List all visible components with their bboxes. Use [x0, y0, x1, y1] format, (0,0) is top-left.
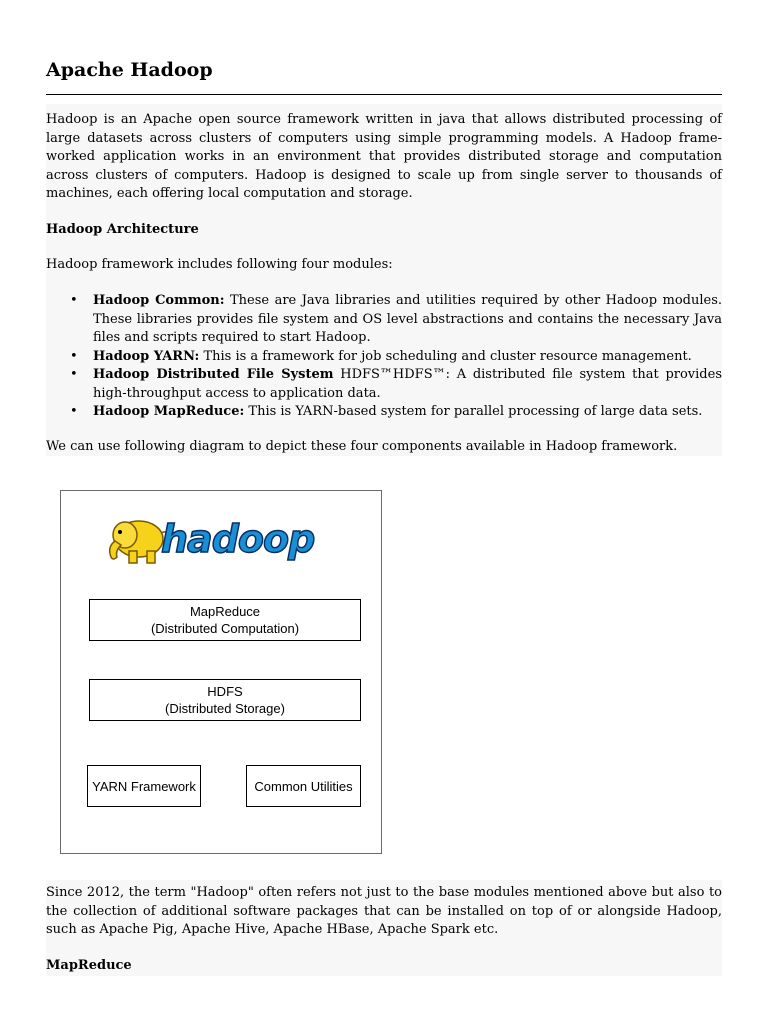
module-description: This is a framework for job scheduling and cluster resource management. [199, 348, 692, 364]
box-title: YARN Framework [92, 778, 196, 794]
title-divider [46, 94, 722, 95]
bullet-icon: • [70, 293, 78, 308]
module-name: Hadoop Distributed File System [93, 367, 334, 382]
module-name: Hadoop Common: [93, 293, 225, 308]
mapreduce-heading: MapReduce [46, 958, 132, 973]
modules-intro: Hadoop framework includes following four modules: [46, 257, 393, 272]
box-subtitle: (Distributed Computation) [150, 621, 300, 636]
box-subtitle: (Distributed Storage) [165, 701, 285, 716]
module-name: Hadoop MapReduce: [93, 404, 245, 419]
list-item [46, 292, 722, 348]
intro-paragraph: Hadoop is an Apache open source framework written in java that allows distributed processing of large datasets across clusters of computers using simple programming models. A Hadoop frame-worked application works in an environment that provides distributed storage and computation across clusters of computers. Hadoop is designed to scale up from single server to thousands of machines, each offering local computation and storage. [46, 112, 722, 201]
bullet-icon: • [70, 348, 78, 364]
module-description: HDFS™HDFS™: A distributed file system that provides high-throughput access to application data. [93, 367, 722, 401]
box-title: MapReduce [189, 604, 261, 619]
list-item [46, 366, 722, 403]
page-title: Apache Hadoop [46, 59, 213, 81]
common-utilities-box [246, 765, 361, 807]
hadoop-architecture-diagram [60, 490, 382, 854]
module-name: Hadoop YARN: [93, 348, 200, 364]
list-item [46, 403, 722, 422]
hadoop-logo [103, 511, 323, 567]
architecture-heading: Hadoop Architecture [46, 222, 199, 237]
bullet-icon: • [70, 404, 78, 419]
module-description: This is YARN-based system for parallel processing of large data sets. [244, 404, 703, 419]
hdfs-box [89, 679, 361, 721]
list-item [46, 348, 722, 367]
logo-wordmark: hadoop [161, 517, 315, 561]
yarn-framework-box [87, 765, 201, 807]
diagram-intro: We can use following diagram to depict these four components available in Hadoop framework. [46, 439, 678, 454]
box-title: HDFS [207, 684, 243, 699]
since-2012-paragraph: Since 2012, the term "Hadoop" often refers not just to the base modules mentioned above but also to the collection of additional software packages that can be installed on top of or alongside Hadoop, such as Apache Pig, Apache Hive, Apache HBase, Apache Spark etc. [46, 885, 722, 937]
box-title: Common Utilities [254, 778, 353, 794]
modules-list [46, 292, 722, 422]
module-description: These are Java libraries and utilities required by other Hadoop modules. These libraries provides file system and OS level abstractions and contains the necessary Java files and scripts required to start Hadoop. [93, 293, 723, 345]
mapreduce-box [89, 599, 361, 641]
bullet-icon: • [70, 367, 78, 382]
